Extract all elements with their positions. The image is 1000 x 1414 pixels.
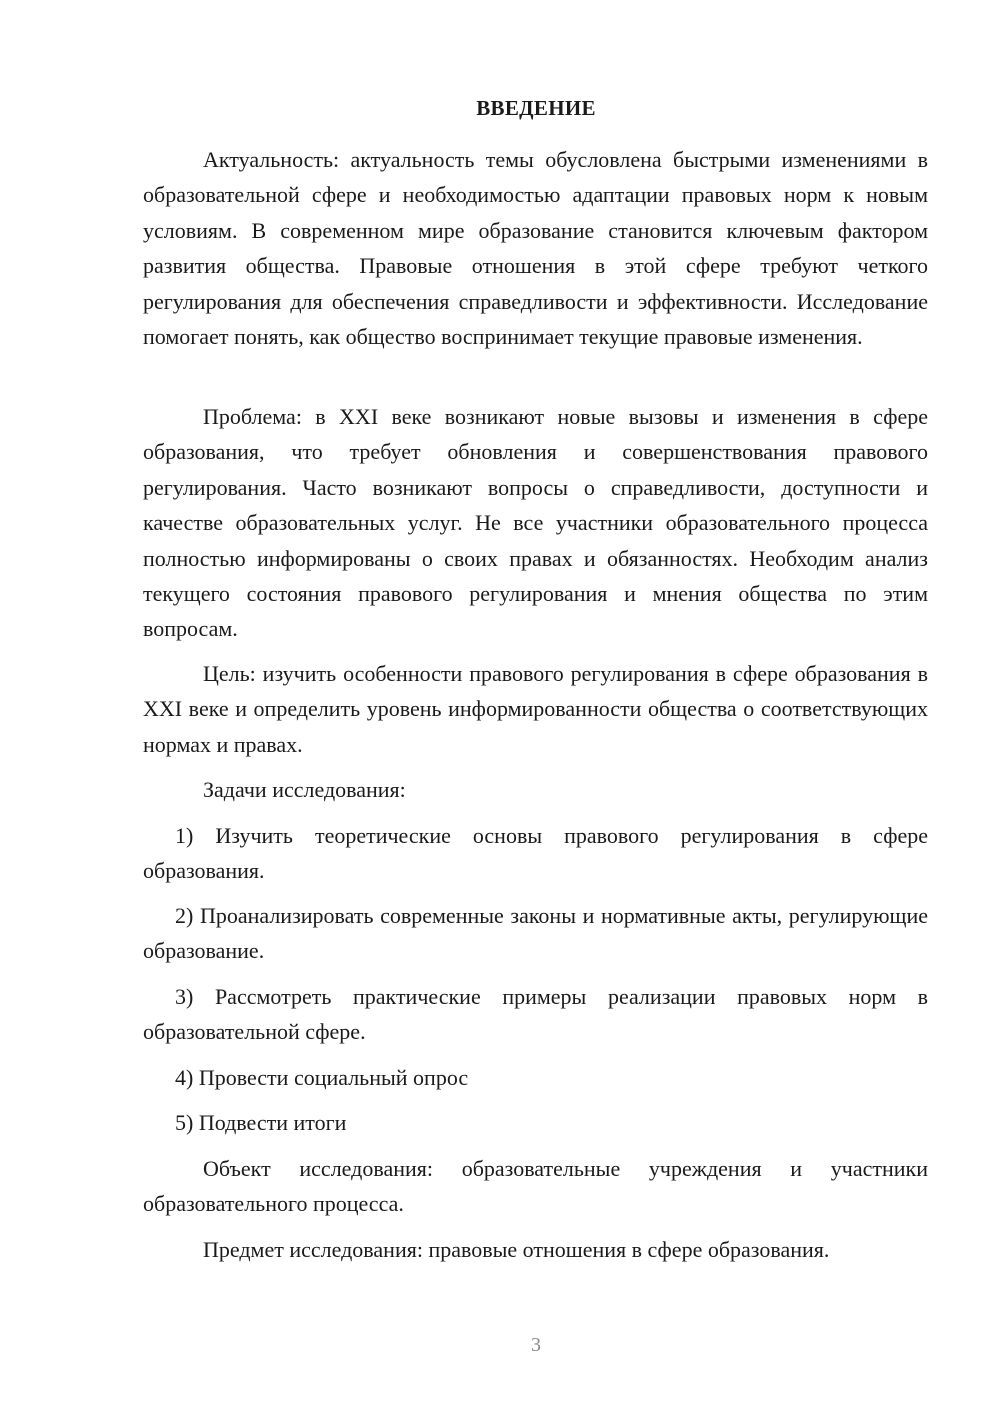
task-item-3: 3) Рассмотреть практические примеры реализации правовых норм в образовательной сфере.: [143, 984, 928, 1045]
task-item-2: 2) Проанализировать современные законы и нормативные акты, регулирующие образование.: [143, 903, 928, 964]
paragraph-subject: Предмет исследования: правовые отношения в сфере образования.: [203, 1237, 830, 1262]
task-item-5: 5) Подвести итоги: [175, 1110, 347, 1135]
task-item-1: 1) Изучить теоретические основы правового регулирования в сфере образования.: [143, 823, 928, 884]
task-item-4: 4) Провести социальный опрос: [175, 1065, 469, 1090]
page-number: 3: [531, 1334, 541, 1356]
paragraph-goal: Цель: изучить особенности правового регулирования в сфере образования в XXI веке и определить уровень информированности общества о соответствующих нормах и правах.: [143, 661, 928, 757]
paragraph-object: Объект исследования: образовательные учреждения и участники образовательного процесса.: [143, 1156, 928, 1217]
tasks-heading: Задачи исследования:: [203, 777, 406, 802]
page-title: ВВЕДЕНИЕ: [476, 96, 596, 120]
paragraph-problem: Проблема: в XXI веке возникают новые вызовы и изменения в сфере образования, что требует обновления и совершенствования правового регулирования. Часто возникают вопросы о справедливости, доступности и качестве образовательных услуг. Не все участники образовательного процесса полностью информированы о своих правах и обязанностях. Необходим анализ текущего состояния правового регулирования и мнения общества по этим вопросам.: [143, 404, 928, 642]
paragraph-relevance: Актуальность: актуальность темы обусловлена быстрыми изменениями в образовательной сфере и необходимостью адаптации правовых норм к новым условиям. В современном мире образование становится ключевым фактором развития общества. Правовые отношения в этой сфере требуют четкого регулирования для обеспечения справедливости и эффективности. Исследование помогает понять, как общество воспринимает текущие правовые изменения.: [143, 147, 928, 350]
